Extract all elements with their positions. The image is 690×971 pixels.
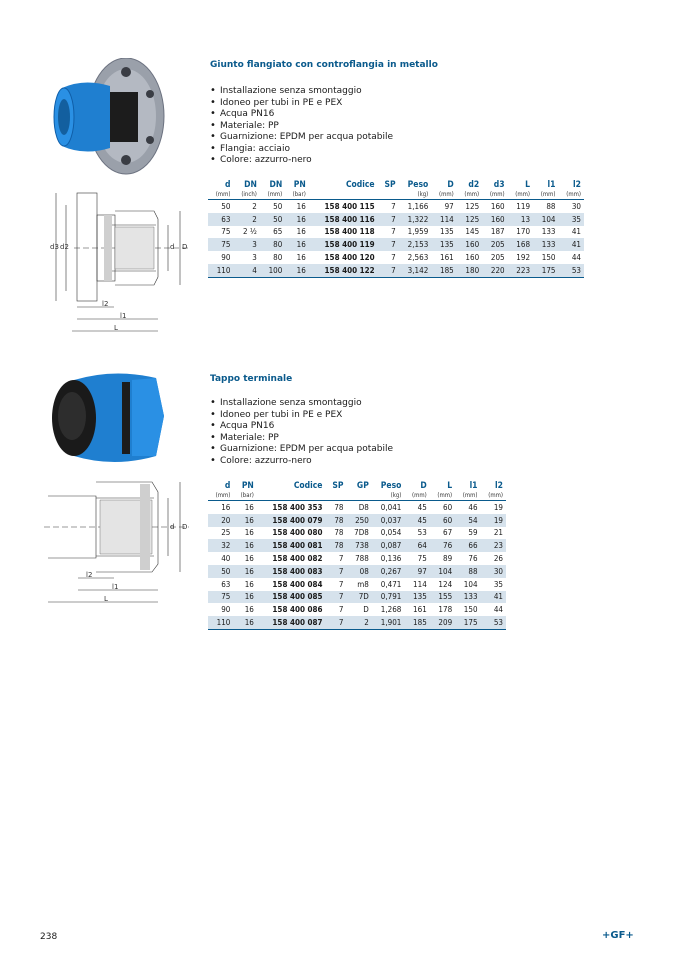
table-cell: 158 400 115: [324, 201, 375, 211]
unit-header: (mm): [558, 190, 584, 200]
dim-d-label: d: [170, 523, 175, 531]
table-cell: 205: [490, 253, 505, 263]
table-cell: 2: [233, 213, 259, 226]
table-cell: 135: [439, 227, 454, 237]
unit-header: (mm): [404, 491, 429, 501]
dim-d-label: d: [170, 243, 175, 251]
table-row: [208, 251, 584, 264]
table-row: [208, 603, 506, 616]
table-cell: 16: [244, 605, 254, 615]
table-cell: 50: [260, 213, 285, 226]
end-cap-photo: [44, 368, 172, 468]
table-cell: 158 400 079: [257, 514, 326, 527]
table-cell: 180: [457, 264, 482, 277]
table-cell: 76: [430, 539, 455, 552]
table-cell: 78: [334, 502, 344, 512]
table-cell: 78: [334, 528, 344, 538]
section1-features: [210, 86, 393, 167]
feature-item: • Materiale: PP: [210, 433, 393, 445]
gf-logo: +GF+: [602, 930, 634, 941]
table-cell: 158 400 085: [257, 591, 326, 604]
table-cell: 7: [338, 605, 344, 615]
feature-item: • Acqua PN16: [210, 109, 393, 121]
table-cell: 135: [431, 238, 456, 251]
table-cell: 223: [508, 264, 533, 277]
table-cell: 63: [208, 213, 233, 226]
unit-header: (kg): [399, 190, 432, 200]
table-cell: 66: [455, 539, 480, 552]
col-header: Peso: [380, 480, 402, 491]
col-header: l1: [547, 179, 556, 190]
col-header: d: [224, 480, 231, 491]
table-row: [208, 238, 584, 251]
table-cell: 26: [493, 554, 503, 564]
table-cell: 158 400 122: [309, 264, 378, 277]
table-cell: 738: [346, 539, 371, 552]
table-row: [208, 591, 506, 604]
col-header: D: [420, 480, 427, 491]
table-cell: 192: [516, 253, 531, 263]
col-header: DN: [244, 179, 257, 190]
table-cell: 16: [233, 565, 256, 578]
table-cell: 125: [465, 201, 480, 211]
table-cell: 7: [326, 616, 347, 629]
table-cell: 3: [233, 238, 259, 251]
table-cell: 119: [516, 201, 531, 211]
table-cell: 133: [541, 227, 556, 237]
table-cell: 788: [355, 554, 369, 564]
unit-header: (mm): [455, 491, 480, 501]
unit-header: [326, 491, 347, 501]
table-cell: m8: [357, 579, 369, 589]
table-cell: 2: [252, 201, 257, 211]
col-header: SP: [332, 480, 344, 491]
table-cell: 0,136: [380, 554, 402, 564]
col-header: d: [224, 179, 231, 190]
table-cell: 53: [481, 616, 506, 629]
table-cell: 175: [455, 616, 480, 629]
unit-header: [378, 190, 399, 200]
unit-header: (mm): [431, 190, 456, 200]
table-cell: 23: [481, 539, 506, 552]
table-row: [208, 264, 584, 277]
table-cell: 16: [296, 201, 306, 211]
table-cell: 133: [533, 238, 558, 251]
unit-header: (mm): [208, 491, 233, 501]
table-cell: 104: [430, 565, 455, 578]
table-cell: 158 400 083: [257, 565, 326, 578]
table-cell: 133: [455, 591, 480, 604]
table-cell: 158 400 080: [272, 528, 323, 538]
table-cell: 160: [457, 238, 482, 251]
unit-header: [309, 190, 378, 200]
col-header: DN: [269, 179, 283, 190]
table-cell: 90: [221, 253, 231, 263]
col-header: Codice: [293, 480, 323, 491]
table-cell: 44: [493, 605, 503, 615]
table-cell: 90: [221, 605, 231, 615]
feature-item: • Installazione senza smontaggio: [210, 86, 393, 98]
col-header: D: [447, 179, 454, 190]
dim-l1-label: l1: [112, 583, 119, 591]
unit-header: (inch): [233, 190, 259, 200]
unit-header: (bar): [233, 491, 256, 501]
table-cell: 80: [260, 238, 285, 251]
table-cell: 16: [244, 554, 254, 564]
table-cell: 75: [208, 238, 233, 251]
table-cell: 185: [431, 264, 456, 277]
table-cell: 53: [417, 528, 427, 538]
section2-features: [210, 398, 393, 467]
section2-title: Tappo terminale: [210, 374, 293, 384]
unit-header: [346, 491, 371, 501]
table-cell: 2 ½: [243, 227, 257, 237]
table-cell: 7: [326, 591, 347, 604]
table-cell: 50: [221, 201, 231, 211]
table-cell: 1,322: [399, 213, 432, 226]
col-header: Peso: [407, 179, 429, 190]
table-cell: 104: [533, 213, 558, 226]
table-cell: 7: [391, 227, 396, 237]
table-cell: 30: [571, 201, 581, 211]
section1-title: Giunto flangiato con controflangia in metallo: [210, 60, 438, 70]
table-cell: 170: [516, 227, 531, 237]
table-cell: 16: [285, 213, 309, 226]
table-cell: 150: [463, 605, 478, 615]
table-cell: 16: [296, 227, 306, 237]
unit-header: (mm): [482, 190, 507, 200]
table-cell: 1,166: [407, 201, 429, 211]
unit-header: (mm): [430, 491, 455, 501]
table-cell: 187: [490, 227, 505, 237]
table-cell: 89: [442, 554, 453, 564]
table-cell: 135: [404, 591, 429, 604]
table-cell: 185: [404, 616, 429, 629]
table-cell: 88: [546, 201, 556, 211]
table-cell: 16: [233, 539, 256, 552]
table-cell: 45: [417, 502, 427, 512]
table-cell: 21: [493, 528, 503, 538]
unit-header: (mm): [533, 190, 558, 200]
table-cell: 114: [431, 213, 456, 226]
table-cell: 16: [296, 253, 306, 263]
table-cell: 7: [378, 238, 399, 251]
table-cell: 08: [346, 565, 371, 578]
col-header: l2: [495, 480, 503, 491]
table-cell: 7: [338, 579, 344, 589]
section1-table-body: [208, 200, 584, 278]
table-cell: 16: [221, 502, 231, 512]
table-cell: 3: [252, 253, 257, 263]
table-cell: 0,054: [380, 528, 402, 538]
table-row: [208, 213, 584, 226]
feature-item: • Colore: azzurro-nero: [210, 155, 393, 167]
table-cell: 0,267: [372, 565, 405, 578]
table-cell: 20: [208, 514, 233, 527]
table-cell: 158 400 116: [309, 213, 378, 226]
table-cell: 46: [468, 502, 478, 512]
table-cell: 16: [285, 264, 309, 277]
table-cell: 125: [457, 213, 482, 226]
dim-l2-label: l2: [102, 300, 109, 308]
table-cell: 205: [482, 238, 507, 251]
table-cell: 3,142: [399, 264, 432, 277]
table-cell: 2,153: [399, 238, 432, 251]
table-cell: 67: [442, 528, 453, 538]
dim-l1-label: l1: [120, 312, 127, 320]
dim-D-label: D: [182, 243, 188, 251]
table-cell: 64: [404, 539, 429, 552]
dim-L-label: L: [114, 324, 118, 332]
col-header: l1: [469, 480, 478, 491]
unit-header: (mm): [457, 190, 482, 200]
table-cell: 41: [481, 591, 506, 604]
table-cell: 158 400 120: [324, 253, 375, 263]
table-cell: 7: [391, 253, 396, 263]
table-cell: 160: [490, 201, 505, 211]
section2-table-body: [208, 501, 506, 630]
table-cell: 78: [326, 539, 347, 552]
table-cell: 60: [442, 502, 453, 512]
feature-item: • Materiale: PP: [210, 121, 393, 133]
col-header: l2: [573, 179, 581, 190]
page-number: 238: [40, 932, 58, 942]
table-cell: 158 400 084: [272, 579, 323, 589]
table-cell: 158 400 081: [257, 539, 326, 552]
table-cell: 175: [533, 264, 558, 277]
table-cell: 100: [260, 264, 285, 277]
table-cell: 158 400 118: [324, 227, 375, 237]
table-cell: 160: [482, 213, 507, 226]
table-cell: 7: [378, 264, 399, 277]
table-cell: 161: [413, 605, 427, 615]
col-header: SP: [384, 179, 396, 190]
unit-header: (mm): [260, 190, 285, 200]
table-cell: 110: [208, 264, 233, 277]
table-cell: 35: [558, 213, 584, 226]
table-cell: 53: [558, 264, 584, 277]
unit-header: (mm): [481, 491, 506, 501]
feature-item: • Acqua PN16: [210, 421, 393, 433]
table-cell: 124: [438, 579, 453, 589]
flange-joint-photo: [44, 58, 172, 176]
table-cell: 65: [273, 227, 283, 237]
table-row: [208, 527, 506, 540]
col-header: L: [525, 179, 531, 190]
col-header: d2: [468, 179, 480, 190]
col-header: PN: [241, 480, 254, 491]
feature-item: • Idoneo per tubi in PE e PEX: [210, 98, 393, 110]
table-cell: 97: [404, 565, 429, 578]
table-cell: 16: [244, 502, 254, 512]
table-row: [208, 200, 584, 213]
table-cell: 1,268: [380, 605, 402, 615]
feature-item: • Colore: azzurro-nero: [210, 456, 393, 468]
table-cell: 158 400 082: [272, 554, 323, 564]
table-cell: 19: [493, 502, 503, 512]
table-cell: 7: [326, 565, 347, 578]
table-cell: 41: [558, 238, 584, 251]
table-cell: 1,901: [372, 616, 405, 629]
table-cell: 16: [233, 616, 256, 629]
table-cell: 2,563: [407, 253, 429, 263]
table-cell: 7D: [346, 591, 371, 604]
table-cell: 4: [233, 264, 259, 277]
table-cell: 178: [438, 605, 453, 615]
table-cell: D8: [358, 502, 369, 512]
table-cell: 75: [208, 591, 233, 604]
table-cell: 7: [378, 213, 399, 226]
table-cell: 16: [233, 514, 256, 527]
table-cell: 155: [430, 591, 455, 604]
col-header: PN: [293, 179, 306, 190]
table-cell: 250: [346, 514, 371, 527]
table-cell: 16: [244, 579, 254, 589]
table-cell: 30: [481, 565, 506, 578]
unit-header: (mm): [208, 190, 233, 200]
feature-item: • Idoneo per tubi in PE e PEX: [210, 410, 393, 422]
table-cell: 1,959: [407, 227, 429, 237]
table-cell: 0,041: [380, 502, 402, 512]
table-cell: 158 400 119: [309, 238, 378, 251]
dim-D-label: D: [182, 523, 188, 531]
table-row: [208, 552, 506, 565]
table-row: [208, 539, 506, 552]
table-cell: 209: [430, 616, 455, 629]
flange-joint-drawing: [44, 185, 194, 335]
table-cell: 45: [404, 514, 429, 527]
col-header: d3: [493, 179, 505, 190]
table-row: [208, 501, 506, 514]
table-cell: 40: [221, 554, 231, 564]
end-cap-drawing: [44, 480, 194, 610]
table-cell: 25: [221, 528, 231, 538]
table-cell: 19: [481, 514, 506, 527]
table-cell: 16: [285, 238, 309, 251]
table-cell: 114: [413, 579, 427, 589]
dim-L-label: L: [104, 595, 108, 603]
col-header: Codice: [345, 179, 375, 190]
table-cell: 104: [463, 579, 478, 589]
table-cell: 32: [208, 539, 233, 552]
table-cell: 78: [326, 514, 347, 527]
table-cell: 0,791: [372, 591, 405, 604]
table-cell: 2: [346, 616, 371, 629]
feature-item: • Installazione senza smontaggio: [210, 398, 393, 410]
table-cell: 16: [244, 528, 254, 538]
table-cell: 63: [221, 579, 231, 589]
table-cell: 7: [338, 554, 344, 564]
table-cell: 54: [455, 514, 480, 527]
section2-spec-table: [208, 480, 506, 630]
table-cell: 50: [208, 565, 233, 578]
table-cell: 145: [465, 227, 480, 237]
dim-d3-label: d3: [50, 243, 59, 251]
table-cell: 59: [468, 528, 478, 538]
table-cell: 88: [455, 565, 480, 578]
table-cell: 80: [273, 253, 283, 263]
table-cell: 7D8: [354, 528, 369, 538]
table-cell: 35: [493, 579, 503, 589]
table-cell: 158 400 087: [257, 616, 326, 629]
unit-header: (mm): [508, 190, 533, 200]
table-cell: 150: [541, 253, 556, 263]
unit-header: (kg): [372, 491, 405, 501]
table-cell: D: [363, 605, 369, 615]
table-cell: 0,037: [372, 514, 405, 527]
table-cell: 158 400 353: [272, 502, 323, 512]
unit-header: (bar): [285, 190, 309, 200]
table-row: [208, 226, 584, 239]
table-row: [208, 514, 506, 527]
table-cell: 220: [482, 264, 507, 277]
table-cell: 41: [571, 227, 581, 237]
table-cell: 75: [221, 227, 231, 237]
table-cell: 60: [430, 514, 455, 527]
table-cell: 168: [508, 238, 533, 251]
section1-spec-table: [208, 179, 584, 278]
table-cell: 16: [233, 591, 256, 604]
table-cell: 0,471: [380, 579, 402, 589]
table-row: [208, 616, 506, 629]
unit-header: [257, 491, 326, 501]
dim-d2-label: d2: [60, 243, 69, 251]
feature-item: • Guarnizione: EPDM per acqua potabile: [210, 444, 393, 456]
table-cell: 158 400 086: [272, 605, 323, 615]
dim-l2-label: l2: [86, 571, 93, 579]
table-cell: 13: [508, 213, 533, 226]
table-cell: 7: [391, 201, 396, 211]
feature-item: • Flangia: acciaio: [210, 144, 393, 156]
table-cell: 160: [465, 253, 480, 263]
table-cell: 110: [208, 616, 233, 629]
col-header: GP: [356, 480, 369, 491]
table-cell: 50: [273, 201, 283, 211]
table-cell: 161: [439, 253, 454, 263]
col-header: L: [447, 480, 453, 491]
table-row: [208, 578, 506, 591]
feature-item: • Guarnizione: EPDM per acqua potabile: [210, 132, 393, 144]
table-cell: 75: [417, 554, 427, 564]
table-cell: 0,087: [372, 539, 405, 552]
table-cell: 76: [468, 554, 478, 564]
table-row: [208, 565, 506, 578]
table-cell: 44: [571, 253, 581, 263]
table-cell: 97: [444, 201, 454, 211]
